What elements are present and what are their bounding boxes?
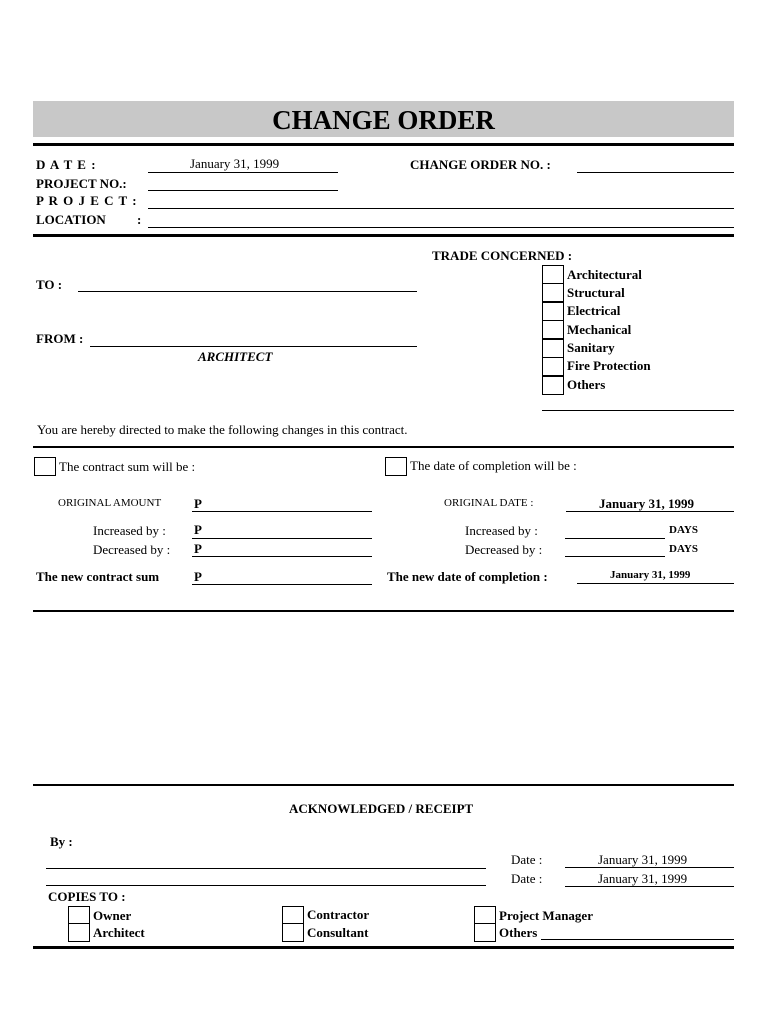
trade-item-sanitary: Sanitary bbox=[567, 340, 615, 355]
project-field[interactable] bbox=[148, 208, 734, 209]
copy-others-label: Others bbox=[499, 925, 538, 940]
decreased-by-field[interactable] bbox=[192, 556, 372, 557]
completion-increased-field[interactable] bbox=[565, 538, 665, 539]
increased-by-field[interactable] bbox=[192, 538, 372, 539]
decreased-days-label: DAYS bbox=[669, 543, 698, 555]
original-amount-label: ORIGINAL AMOUNT bbox=[58, 497, 162, 509]
to-label: TO : bbox=[36, 277, 63, 292]
date-label: D A T E : bbox=[36, 157, 97, 172]
trade-item-others: Others bbox=[567, 377, 606, 392]
by-field-1[interactable] bbox=[46, 868, 486, 869]
copy-checkbox-architect[interactable] bbox=[68, 923, 90, 942]
directive-text: You are hereby directed to make the following changes in this contract. bbox=[37, 422, 408, 437]
trade-checkbox-sanitary[interactable] bbox=[542, 339, 564, 358]
trade-checkbox-fire-protection[interactable] bbox=[542, 357, 564, 376]
original-date-label: ORIGINAL DATE : bbox=[444, 497, 534, 509]
location-label: LOCATION bbox=[36, 212, 106, 227]
divider bbox=[33, 446, 734, 448]
divider bbox=[33, 946, 734, 949]
completion-increased-label: Increased by : bbox=[465, 523, 538, 538]
trade-checkbox-electrical[interactable] bbox=[542, 302, 564, 321]
new-completion-date-label: The new date of completion : bbox=[387, 569, 548, 584]
project-label: P R O J E C T : bbox=[36, 193, 138, 208]
new-contract-sum-field[interactable] bbox=[192, 584, 372, 585]
new-completion-date-line bbox=[577, 583, 734, 584]
ack-date-line-1 bbox=[565, 867, 734, 868]
original-amount-field[interactable] bbox=[192, 511, 372, 512]
new-contract-sum-currency: P bbox=[194, 569, 202, 584]
completion-decreased-field[interactable] bbox=[565, 556, 665, 557]
from-label: FROM : bbox=[36, 331, 84, 346]
completion-date-label: The date of completion will be : bbox=[410, 458, 577, 473]
trade-item-architectural: Architectural bbox=[567, 267, 642, 282]
original-amount-currency: P bbox=[194, 496, 202, 511]
divider bbox=[33, 143, 734, 146]
trade-concerned-label: TRADE CONCERNED : bbox=[432, 248, 573, 263]
new-contract-sum-label: The new contract sum bbox=[36, 569, 160, 584]
date-line bbox=[148, 172, 338, 173]
from-field[interactable] bbox=[90, 346, 417, 347]
decreased-by-label: Decreased by : bbox=[93, 542, 171, 557]
divider bbox=[33, 784, 734, 786]
decreased-by-currency: P bbox=[194, 541, 202, 556]
contract-sum-checkbox[interactable] bbox=[34, 457, 56, 476]
project-no-label: PROJECT NO.: bbox=[36, 176, 127, 191]
project-no-field[interactable] bbox=[148, 190, 338, 191]
increased-days-label: DAYS bbox=[669, 524, 698, 536]
page-title: CHANGE ORDER bbox=[272, 105, 495, 135]
location-field[interactable] bbox=[148, 227, 734, 228]
trade-item-electrical: Electrical bbox=[567, 303, 621, 318]
increased-by-label: Increased by : bbox=[93, 523, 166, 538]
increased-by-currency: P bbox=[194, 522, 202, 537]
location-colon: : bbox=[137, 212, 142, 227]
ack-date-label-1: Date : bbox=[511, 852, 543, 867]
copy-checkbox-consultant[interactable] bbox=[282, 923, 304, 942]
trade-item-fire-protection: Fire Protection bbox=[567, 358, 651, 373]
date-value[interactable]: January 31, 1999 bbox=[190, 156, 280, 171]
trade-others-line[interactable] bbox=[542, 410, 734, 411]
architect-label: ARCHITECT bbox=[198, 349, 273, 364]
acknowledged-title: ACKNOWLEDGED / RECEIPT bbox=[289, 801, 474, 816]
copy-owner-label: Owner bbox=[93, 908, 132, 923]
ack-date-line-2 bbox=[565, 886, 734, 887]
copy-others-field[interactable] bbox=[541, 939, 734, 940]
copy-contractor-label: Contractor bbox=[307, 907, 370, 922]
by-field-2[interactable] bbox=[46, 885, 486, 886]
change-order-no-field[interactable] bbox=[577, 172, 734, 173]
by-label: By : bbox=[50, 834, 73, 849]
copy-consultant-label: Consultant bbox=[307, 925, 369, 940]
copy-checkbox-others[interactable] bbox=[474, 923, 496, 942]
ack-date-label-2: Date : bbox=[511, 871, 543, 886]
trade-item-structural: Structural bbox=[567, 285, 625, 300]
completion-decreased-label: Decreased by : bbox=[465, 542, 543, 557]
trade-checkbox-structural[interactable] bbox=[542, 283, 564, 302]
completion-date-checkbox[interactable] bbox=[385, 457, 407, 476]
new-completion-date-value[interactable]: January 31, 1999 bbox=[610, 569, 691, 581]
trade-item-mechanical: Mechanical bbox=[567, 322, 632, 337]
contract-sum-label: The contract sum will be : bbox=[59, 459, 196, 474]
copy-architect-label: Architect bbox=[93, 925, 145, 940]
divider bbox=[33, 610, 734, 612]
copy-project-manager-label: Project Manager bbox=[499, 908, 593, 923]
copies-to-label: COPIES TO : bbox=[48, 889, 126, 904]
to-field[interactable] bbox=[78, 291, 417, 292]
trade-checkbox-others[interactable] bbox=[542, 376, 564, 395]
ack-date-value-2[interactable]: January 31, 1999 bbox=[598, 871, 688, 886]
change-order-no-label: CHANGE ORDER NO. : bbox=[410, 157, 551, 172]
trade-checkbox-architectural[interactable] bbox=[542, 265, 564, 284]
ack-date-value-1[interactable]: January 31, 1999 bbox=[598, 852, 688, 867]
trade-checkbox-mechanical[interactable] bbox=[542, 320, 564, 339]
original-date-line bbox=[566, 511, 734, 512]
original-date-value[interactable]: January 31, 1999 bbox=[599, 496, 694, 511]
divider bbox=[33, 234, 734, 237]
